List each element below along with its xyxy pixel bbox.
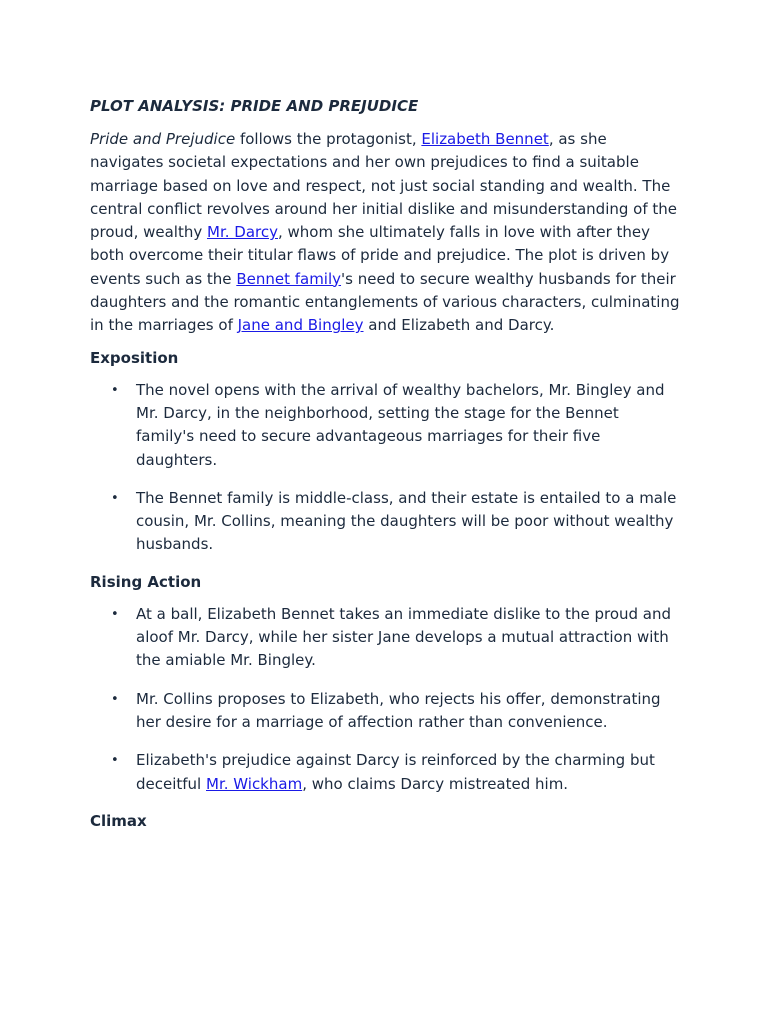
bullet-icon: • <box>111 382 119 398</box>
list-item <box>90 603 680 673</box>
bullet-icon: • <box>111 753 119 769</box>
climax-heading: Climax <box>90 811 147 830</box>
list-item <box>90 688 680 735</box>
list-item-text-part-2: , who claims Darcy mistreated him. <box>302 774 569 793</box>
bullet-icon: • <box>111 606 119 622</box>
intro-italic-title: Pride and Prejudice <box>90 130 236 148</box>
mr-wickham-link[interactable]: Mr. Wickham <box>206 774 303 793</box>
mr-darcy-link[interactable]: Mr. Darcy <box>207 223 278 242</box>
exposition-list <box>90 379 680 557</box>
list-item <box>90 487 680 557</box>
list-item <box>90 749 680 796</box>
bullet-icon: • <box>111 691 119 707</box>
jane-and-bingley-link[interactable]: Jane and Bingley <box>237 316 364 335</box>
exposition-heading: Exposition <box>90 348 179 367</box>
list-item <box>90 379 680 472</box>
list-item-text: The novel opens with the arrival of wealthy bachelors, Mr. Bingley and Mr. Darcy, in the neighborhood, setting the stage for the Bennet family's need to secure advantageous marriages for their five daughters. <box>136 380 665 469</box>
document-page <box>90 96 680 842</box>
intro-text-3: , whom she ultimately falls in love with after they both overcome their titular flaws of pride and prejudice. The plot is driven by events such as the <box>90 223 670 288</box>
intro-text-5: and Elizabeth and Darcy. <box>363 316 555 335</box>
intro-text-4: 's need to secure wealthy husbands for their daughters and the romantic entanglements of various characters, culminating in the marriages of <box>90 269 680 335</box>
intro-paragraph <box>90 128 680 338</box>
intro-text-2: , as she navigates societal expectations and her own prejudices to find a suitable marriage based on love and respect, not just social standing and wealth. The central conflict revolves around her initial dislike and misunderstanding of the proud, wealthy <box>90 130 677 242</box>
bullet-icon: • <box>111 490 119 506</box>
rising-action-heading: Rising Action <box>90 572 202 591</box>
elizabeth-bennet-link[interactable]: Elizabeth Bennet <box>421 130 549 148</box>
rising-action-list <box>90 603 680 796</box>
list-item-text: The Bennet family is middle-class, and their estate is entailed to a male cousin, Mr. Collins, meaning the daughters will be poor without wealthy husbands. <box>136 488 677 554</box>
list-item-text: Mr. Collins proposes to Elizabeth, who rejects his offer, demonstrating her desire for a marriage of affection rather than convenience. <box>136 689 661 731</box>
document-title: PLOT ANALYSIS: PRIDE AND PREJUDICE <box>90 97 419 115</box>
bennet-family-link[interactable]: Bennet family <box>236 269 342 288</box>
list-item-text: At a ball, Elizabeth Bennet takes an immediate dislike to the proud and aloof Mr. Darcy, while her sister Jane develops a mutual attraction with the amiable Mr. Bingley. <box>136 604 672 670</box>
intro-text-1: follows the protagonist, <box>235 130 422 148</box>
list-item-text-part-1: Elizabeth's prejudice against Darcy is reinforced by the charming but deceitful <box>136 751 655 793</box>
